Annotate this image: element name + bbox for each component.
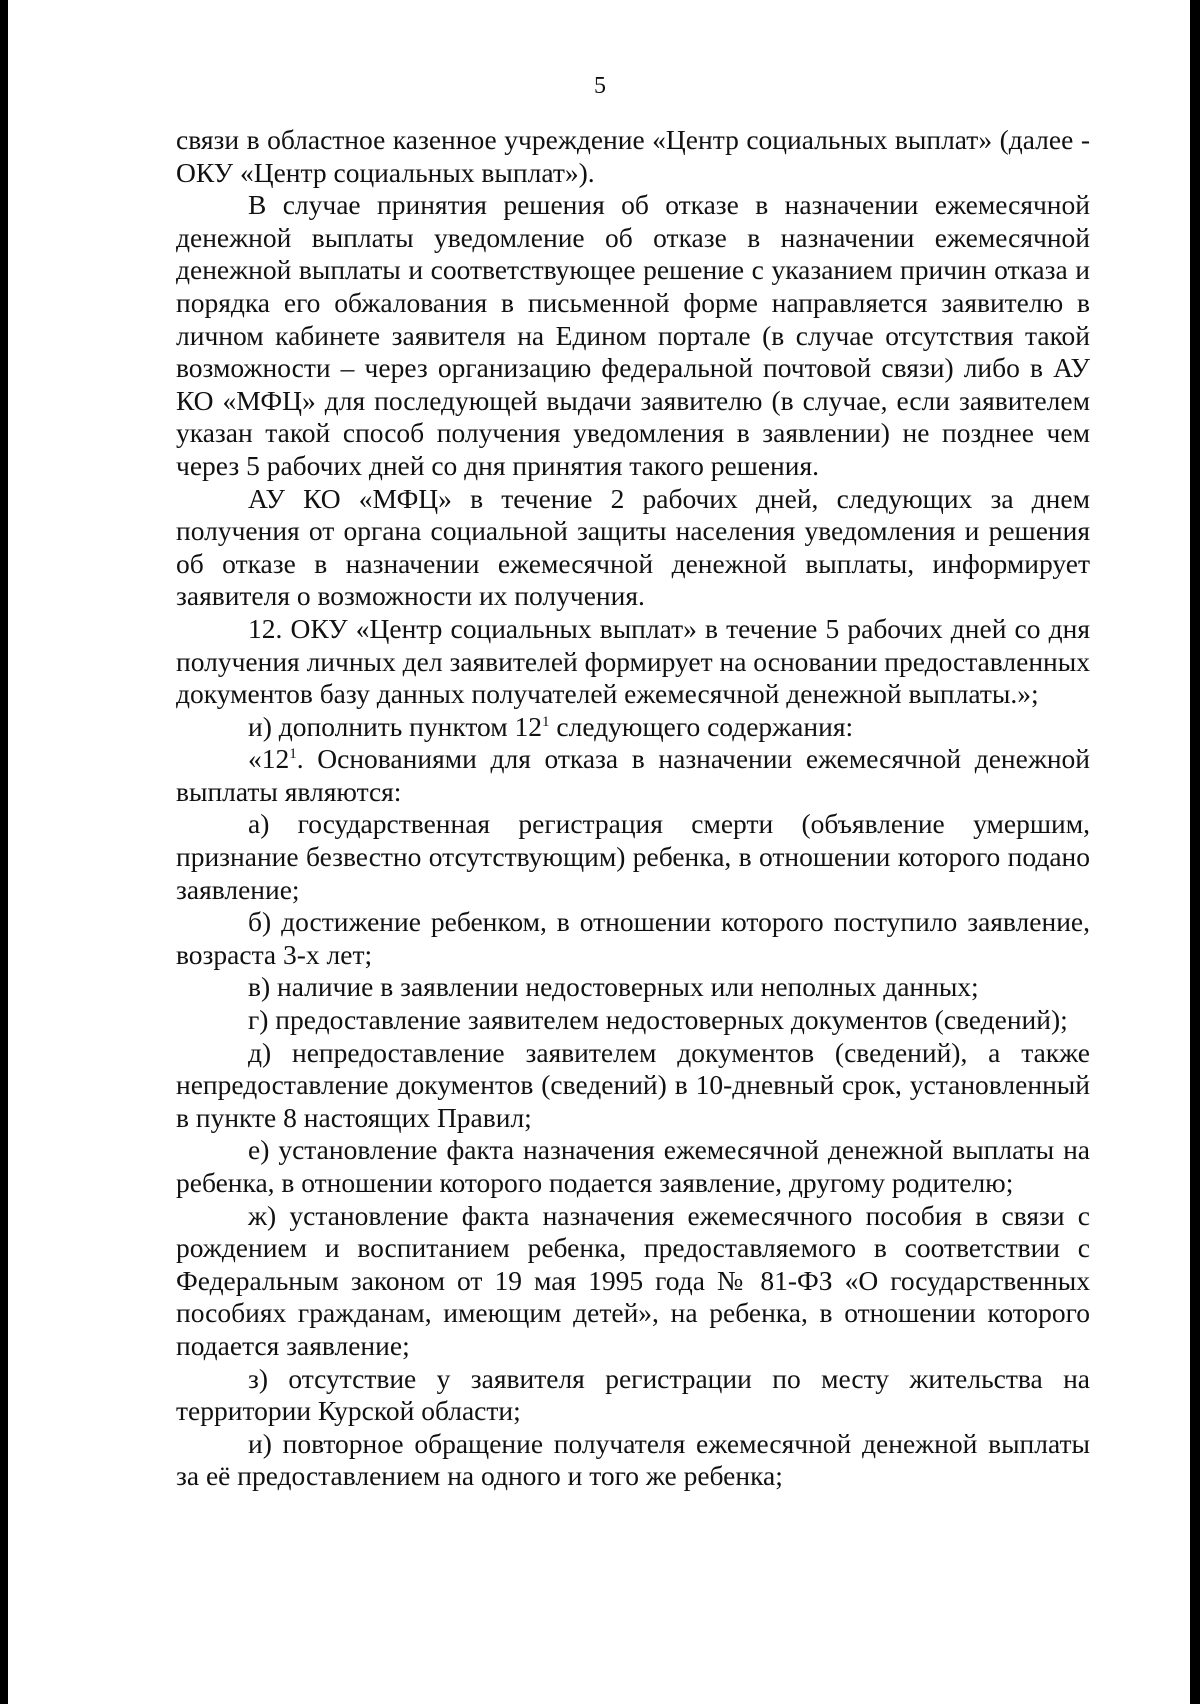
- paragraph-with-superscript: [176, 711, 1090, 744]
- paragraph-text-after: . Основаниями для отказа в назначении ежемесячной денежной выплаты являются:: [176, 743, 1090, 807]
- document-body: [176, 124, 1090, 1493]
- list-item: з) отсутствие у заявителя регистрации по месту жительства на территории Курской области;: [176, 1362, 1090, 1427]
- paragraph: 12. ОКУ «Центр социальных выплат» в течение 5 рабочих дней со дня получения личных дел заявителей формирует на основании предоставленных документов базу данных получателей ежемесячной денежной выплаты.»;: [176, 612, 1090, 710]
- superscript: 1: [289, 746, 297, 763]
- list-item: ж) установление факта назначения ежемесячного пособия в связи с рождением и воспитанием ребенка, предоставляемого в соответствии с Федеральным законом от 19 мая 1995 года № 81-ФЗ «О государственных пособиях гражданам, имеющим детей», на ребенка, в отношении которого подается заявление;: [176, 1199, 1090, 1361]
- list-item: и) повторное обращение получателя ежемесячной денежной выплаты за её предоставлением на одного и того же ребенка;: [176, 1427, 1090, 1492]
- list-item: д) непредоставление заявителем документов (сведений), а также непредоставление документов (сведений) в 10-дневный срок, установленный в пункте 8 настоящих Правил;: [176, 1036, 1090, 1133]
- list-item: г) предоставление заявителем недостоверных документов (сведений);: [248, 1004, 1068, 1036]
- list-item: е) установление факта назначения ежемесячной денежной выплаты на ребенка, в отношении которого подается заявление, другому родителю;: [176, 1134, 1090, 1198]
- paragraph-text-before: и) дополнить пунктом 12: [248, 710, 543, 742]
- list-item: в) наличие в заявлении недостоверных или неполных данных;: [248, 971, 979, 1003]
- paragraph: АУ КО «МФЦ» в течение 2 рабочих дней, следующих за днем получения от органа социальной защиты населения уведомления и решения об отказе в назначении ежемесячной денежной выплаты, информирует заявителя о возможности их получения.: [176, 482, 1090, 612]
- list-item: а) государственная регистрация смерти (объявление умершим, признание безвестно отсутствующим) ребенка, в отношении которого подано заявление;: [176, 808, 1090, 905]
- scan-right-edge: [1190, 0, 1200, 1704]
- paragraph-with-superscript: [176, 743, 1090, 808]
- paragraph-text-after: следующего содержания:: [549, 710, 854, 742]
- paragraph: В случае принятия решения об отказе в назначении ежемесячной денежной выплаты уведомление об отказе в назначении ежемесячной денежной выплаты и соответствующее решение с указанием причин отказа и порядка его обжалования в письменной форме направляется заявителю в личном кабинете заявителя на Едином портале (в случае отсутствия такой возможности – через организацию федеральной почтовой связи) либо в АУ КО «МФЦ» для последующей выдачи заявителю (в случае, если заявителем указан такой способ получения уведомления в заявлении) не позднее чем через 5 рабочих дней со дня принятия такого решения.: [176, 189, 1090, 481]
- paragraph: связи в областное казенное учреждение «Центр социальных выплат» (далее - ОКУ «Центр социальных выплат»).: [176, 124, 1090, 188]
- list-item: б) достижение ребенком, в отношении которого поступило заявление, возраста 3-х лет;: [176, 906, 1090, 970]
- page-number: 5: [594, 73, 606, 99]
- scan-left-edge: [0, 0, 8, 1704]
- superscript: 1: [542, 713, 550, 730]
- paragraph-text-before: «12: [248, 743, 290, 775]
